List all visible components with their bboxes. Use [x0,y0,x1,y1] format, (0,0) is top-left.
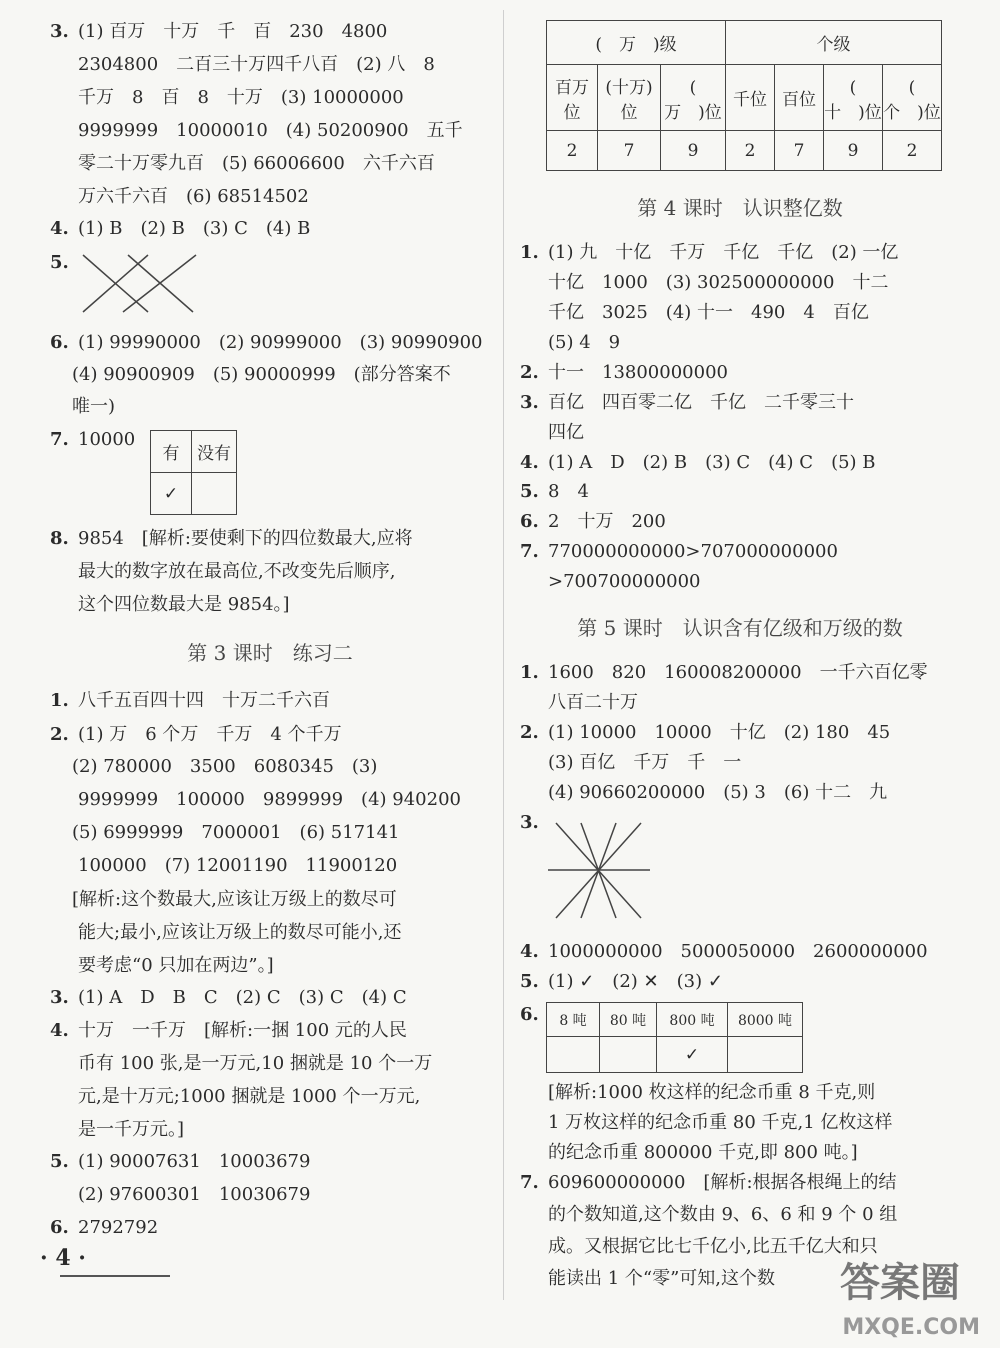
s5q7-line: 成。又根据它比七千亿小,比五千亿大和只 [548,1236,878,1257]
s5q2-num: 2. [520,722,539,743]
q3-line: 2304800 二百三十万四千八百 (2) 八 8 [78,54,435,75]
s3q4-num: 4. [50,1020,69,1041]
q5-cross-lines [78,250,228,320]
s3q2-line: 100000 (7) 12001190 11900120 [78,855,398,876]
s3q1-num: 1. [50,690,69,711]
s5q2-line: (4) 90660200000 (5) 3 (6) 十二 九 [548,782,888,803]
q7-text: 10000 [78,429,136,450]
s3q5-num: 5. [50,1151,69,1172]
s4q5-text: 8 4 [548,481,589,502]
s5q6-empty-cell [728,1037,803,1073]
s3q1-text: 八千五百四十四 十万二千六百 [78,690,330,711]
q3-line: (1) 百万 十万 千 百 230 4800 [78,21,388,42]
s4q7-line: >700700000000 [548,571,701,592]
s3q4-line: 币有 100 张,是一万元,10 捆就是 10 个一万 [78,1053,433,1074]
sub-header-cell: 百位 [775,65,824,131]
s5q6-num: 6. [520,1004,539,1025]
s4q3-num: 3. [520,392,539,413]
q7-table [150,430,237,515]
q7-header-cell: 有 [151,431,192,473]
s3q3-num: 3. [50,987,69,1008]
s5q3-num: 3. [520,812,539,833]
s3q2-line: [解析:这个数最大,应该让万级上的数尽可 [72,889,397,910]
value-cell: 2 [726,131,775,171]
sub-header-cell: ( 个 )位 [883,65,942,131]
s3q2-line: 要考虑“0 只加在两边”。] [78,955,274,976]
s5q7-line: 能读出 1 个“零”可知,这个数 [548,1268,776,1289]
s4q1-num: 1. [520,242,539,263]
s4q4-text: (1) A D (2) B (3) C (4) C (5) B [548,452,876,473]
s3q2-line: (2) 780000 3500 6080345 (3) [72,756,378,777]
value-cell: 2 [883,131,942,171]
s5q6-line: [解析:1000 枚这样的纪念币重 8 千克,则 [548,1082,876,1103]
section3-title: 第 3 课时 练习二 [187,641,353,665]
s3q5-line: (1) 90007631 10003679 [78,1151,311,1172]
group-header-wan: ( 万 )级 [547,21,726,65]
s5q7-line: 的个数知道,这个数由 9、6、6 和 9 个 0 组 [548,1204,898,1225]
watermark-text: MXQE.COM [842,1315,980,1340]
q3-num: 3. [50,21,69,42]
value-cell: 7 [598,131,661,171]
s4q7-line: 770000000000>707000000000 [548,541,838,562]
s3q2-line: (1) 万 6 个万 千万 4 个千万 [78,724,342,745]
s5q6-line: 的纪念币重 800000 千克,即 800 吨。] [548,1142,858,1163]
s5q5-text: (1) ✓ (2) ✕ (3) ✓ [548,971,723,992]
s5q1-line: 1600 820 160008200000 一千六百亿零 [548,662,928,683]
sub-header-cell: 百万位 [547,65,598,131]
group-header-ge: 个级 [726,21,942,65]
column-divider [503,10,504,1300]
q8-line: 9854 [解析:要使剩下的四位数最大,应将 [78,528,413,549]
s4q2-num: 2. [520,362,539,383]
q4-num: 4. [50,218,69,239]
q6-line: 唯一) [72,396,116,417]
s4q4-num: 4. [520,452,539,473]
s5q6-header-cell: 8 吨 [547,1003,600,1037]
section5-title: 第 5 课时 认识含有亿级和万级的数 [577,616,903,640]
q6-line: (4) 90900909 (5) 90000999 (部分答案不 [72,364,451,385]
s3q2-line: 9999999 100000 9899999 (4) 940200 [78,789,461,810]
s5q6-check-cell: ✓ [657,1037,728,1073]
s5q4-num: 4. [520,941,539,962]
s4q3-line: 四亿 [548,422,584,443]
s5q7-num: 7. [520,1172,539,1193]
footer-line [60,1275,170,1277]
s4q6-text: 2 十万 200 [548,511,666,532]
s3q2-line: (5) 6999999 7000001 (6) 517141 [72,822,400,843]
q7-num: 7. [50,429,69,450]
section4-title: 第 4 课时 认识整亿数 [637,196,843,220]
s4q7-num: 7. [520,541,539,562]
s4q2-text: 十一 13800000000 [548,362,728,383]
s5q6-empty-cell [600,1037,657,1073]
s5q6-header-cell: 800 吨 [657,1003,728,1037]
s3q2-line: 能大;最小,应该让万级上的数尽可能小,还 [78,922,402,943]
q6-num: 6. [50,332,69,353]
s4q1-line: 十亿 1000 (3) 302500000000 十二 [548,272,889,293]
q7-header-cell: 没有 [192,431,237,473]
s3q6-num: 6. [50,1217,69,1238]
q3-line: 零二十万零九百 (5) 66006600 六千六百 [78,153,435,174]
value-cell: 9 [824,131,883,171]
q8-line: 这个四位数最大是 9854。] [78,594,290,615]
s5q6-line: 1 万枚这样的纪念币重 80 千克,1 亿枚这样 [548,1112,893,1133]
s5q6-header-cell: 80 吨 [600,1003,657,1037]
s3q4-line: 十万 一千万 [解析:一捆 100 元的人民 [78,1020,407,1041]
watermark-logo: 答案圈 [840,1260,960,1306]
sub-header-cell: (十万)位 [598,65,661,131]
s5q4-text: 1000000000 5000050000 2600000000 [548,941,928,962]
q5-num: 5. [50,252,69,273]
q7-check-cell: ✓ [151,473,192,515]
s5q2-line: (1) 10000 10000 十亿 (2) 180 45 [548,722,891,743]
s4q1-line: (1) 九 十亿 千万 千亿 千亿 (2) 一亿 [548,242,899,263]
q3-line: 万六千六百 (6) 68514502 [78,186,309,207]
s4q5-num: 5. [520,481,539,502]
s5q1-num: 1. [520,662,539,683]
s5q2-line: (3) 百亿 千万 千 一 [548,752,742,773]
s5q6-header-cell: 8000 吨 [728,1003,803,1037]
q8-line: 最大的数字放在最高位,不改变先后顺序, [78,561,396,582]
s4q1-line: (5) 4 9 [548,332,621,353]
s5q6-table [546,1002,803,1073]
s3q4-line: 是一千万元。] [78,1119,185,1140]
q4-text: (1) B (2) B (3) C (4) B [78,218,311,239]
q6-line: (1) 99990000 (2) 90999000 (3) 90990900 [78,332,483,353]
s3q5-line: (2) 97600301 10030679 [78,1184,311,1205]
value-cell: 7 [775,131,824,171]
s4q3-line: 百亿 四百零二亿 千亿 二千零三十 [548,392,854,413]
s5q3-star-lines [546,818,656,928]
q3-line: 9999999 10000010 (4) 50200900 五千 [78,120,463,141]
q8-num: 8. [50,528,69,549]
s3q3-text: (1) A D B C (2) C (3) C (4) C [78,987,407,1008]
place-value-table [546,20,942,171]
s4q1-line: 千亿 3025 (4) 十一 490 4 百亿 [548,302,869,323]
value-cell: 9 [661,131,726,171]
q7-empty-cell [192,473,237,515]
s4q6-num: 6. [520,511,539,532]
value-cell: 2 [547,131,598,171]
s3q6-text: 2792792 [78,1217,159,1238]
sub-header-cell: ( 十 )位 [824,65,883,131]
q3-line: 千万 8 百 8 十万 (3) 10000000 [78,87,404,108]
s3q4-line: 元,是十万元;1000 捆就是 1000 个一万元, [78,1086,421,1107]
page-number: · 4 · [40,1245,86,1271]
sub-header-cell: ( 万 )位 [661,65,726,131]
s5q1-line: 八百二十万 [548,692,638,713]
s5q5-num: 5. [520,971,539,992]
sub-header-cell: 千位 [726,65,775,131]
s3q2-num: 2. [50,724,69,745]
s5q6-empty-cell [547,1037,600,1073]
s5q7-line: 609600000000 [解析:根据各根绳上的结 [548,1172,897,1193]
